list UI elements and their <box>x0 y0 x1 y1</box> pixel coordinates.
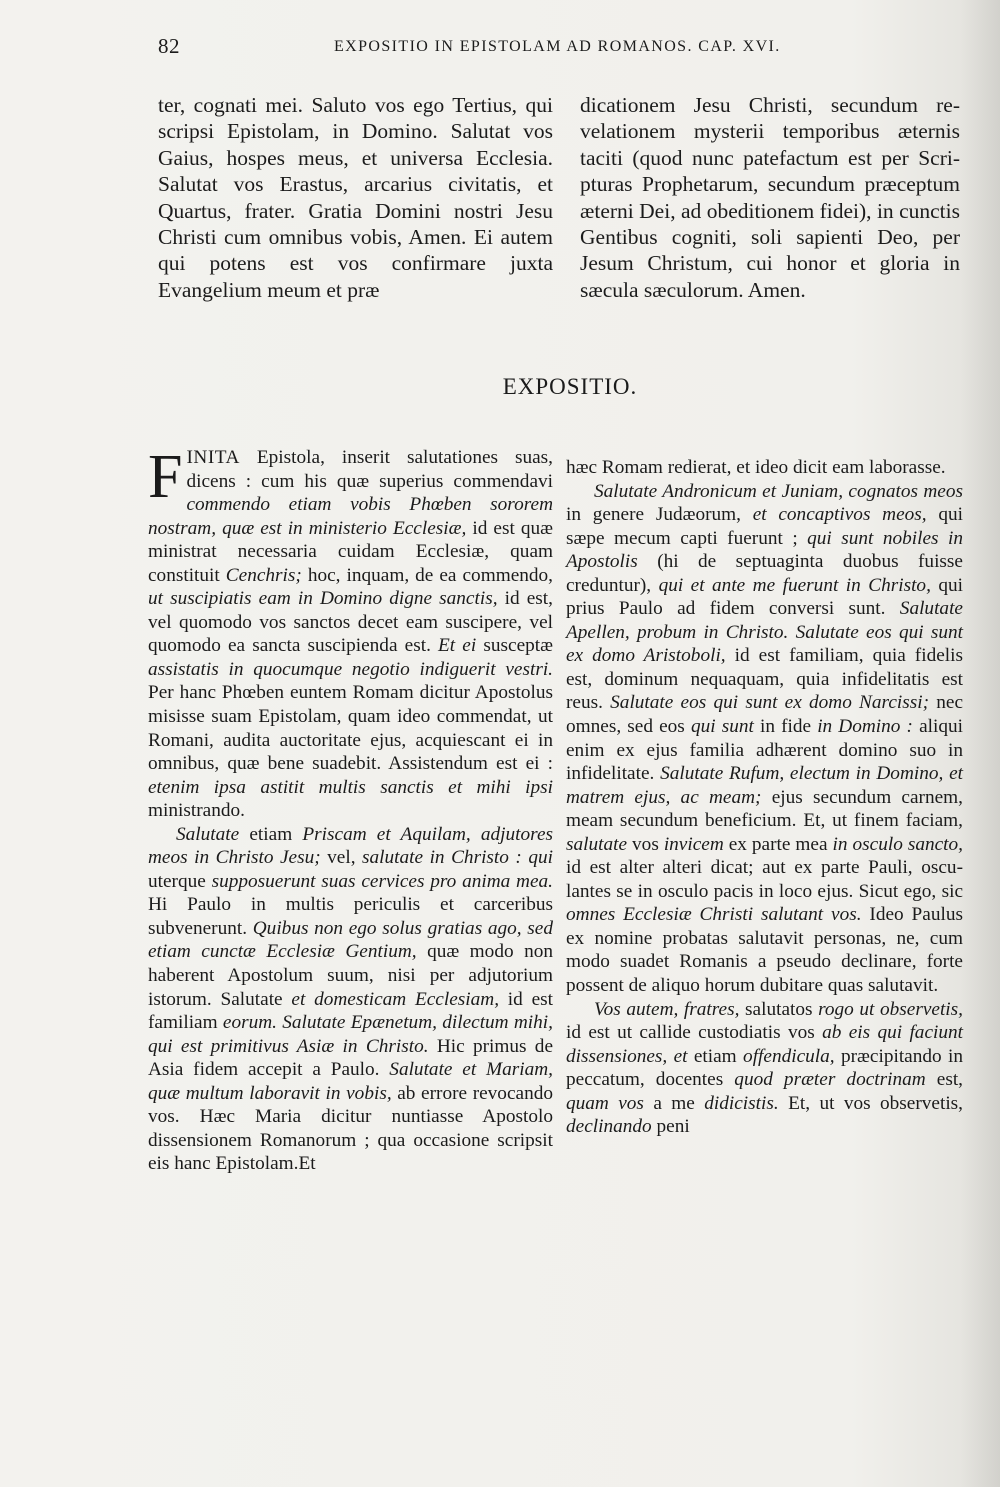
scripture-quote: declinando <box>566 1116 652 1138</box>
commentary-paragraph <box>148 823 553 1176</box>
scripture-quote: offendicula, <box>743 1045 835 1067</box>
scripture-quote: Cenchris; <box>225 564 302 586</box>
text-run: etiam <box>687 1045 744 1067</box>
text-run: præcipitando in peccatum, docentes <box>566 1045 964 1091</box>
text-run: id est quæ ministrat necessaria cuidam Ecclesiæ, quam constituit <box>148 517 553 586</box>
text-run: susceptæ <box>476 635 553 657</box>
scripture-quote: omnes Ecclesiæ Christi salutant vos. <box>566 904 862 926</box>
scripture-quote: eorum. Salutate Epænetum, dilectum mihi, qui est primitivus Asiæ in Christo. <box>148 1012 553 1057</box>
text-run: id est, vel quomodo vos sanctos decet eam suscipere, vel quomodo ea sancta suscipienda est. <box>148 588 553 657</box>
commentary-left-column <box>148 443 554 1176</box>
scripture-quote: quod præter doctrinam <box>734 1069 926 1091</box>
commentary-right-column <box>566 456 963 1139</box>
text-run: Hi Paulo in multis periculis et carceribus subvenerunt. <box>148 894 553 939</box>
text-run: etiam <box>239 823 303 845</box>
text-run: ex parte mea <box>723 833 833 855</box>
scripture-quote: Salutate eos qui sunt ex domo Narcissi; <box>610 692 930 714</box>
scripture-quote: Salutate Rufum, electum in Domino, et matrem ejus, ac meam; <box>566 763 963 808</box>
text-run: uterque <box>148 870 212 892</box>
scripture-quote: et domesticam Ecclesiam, <box>291 988 500 1010</box>
section-heading: EXPOSITIO. <box>502 374 638 399</box>
scripture-text-left <box>158 92 553 303</box>
text-run: in genere Judæorum, <box>566 504 753 526</box>
scripture-quote: invicem <box>663 833 724 855</box>
text-run: hoc, inquam, de ea commendo, <box>301 564 553 586</box>
text-run: salutatos <box>739 998 819 1020</box>
text-run: ministrando. <box>148 800 245 822</box>
text-run: vos <box>627 833 664 855</box>
text-run: aliqui enim ex ejus familia adhærent domino suo in infidelitate. <box>566 716 964 785</box>
scripture-quote: ab eis qui faciunt dissensiones, et <box>566 1022 963 1067</box>
scripture-quote: assistatis in quocumque negotio indiguerit vestri. <box>148 658 553 680</box>
scripture-quote: qui sunt nobiles in Apostolis <box>566 527 964 573</box>
scripture-quote: Salutate et Mariam, quæ multum laboravit in vobis, <box>148 1059 553 1104</box>
scripture-quote: Et ei <box>438 635 477 657</box>
commentary-paragraph: hæc Romam redierat, et ideo dicit eam laborasse. <box>566 457 946 478</box>
scripture-quote: quam vos <box>566 1092 644 1114</box>
scripture-text-right <box>580 92 960 303</box>
scripture-paragraph-right: dicationem Jesu Christi, secundum revelationem mysterii temporibus æternis taciti (quod nunc patefactum est per Scripturas Prophetarum, secundum præceptum æterni Dei, ad obeditionem fidei), in cunctis Gentibus cogniti, soli sapienti Deo, per Jesum Christum, cui honor et gloria in sæcula sæculorum. Amen. <box>580 93 960 302</box>
text-run: a me <box>643 1092 705 1114</box>
scripture-quote: in osculo sancto, <box>832 833 963 855</box>
text-run: id est ut callide custodiatis vos <box>566 1022 823 1044</box>
opening-small-caps: INITA <box>186 447 240 468</box>
text-run: (hi de septuaginta duobus fuisse creduntur), <box>566 551 963 596</box>
text-run: id est familiam, quia fidelis est, dominum nequaquam, quia infidelitatis est reus. <box>566 645 963 714</box>
text-run: qui prius Paulo ad fidem conversi sunt. <box>566 574 963 620</box>
text-run: Et, ut vos observetis, <box>778 1092 964 1114</box>
text-run: qui sæpe mecum capti fuerunt ; <box>566 504 963 549</box>
scripture-quote: didicistis. <box>704 1092 779 1114</box>
scripture-quote: salutate in Christo : qui <box>362 847 553 869</box>
scripture-quote: etenim ipsa astitit multis sanctis et mihi ipsi <box>148 776 553 798</box>
scripture-quote: ut suscipiatis eam in Domino digne sanctis, <box>148 588 498 610</box>
text-run: Ideo Paulus ex nomine probatas salutavit personas, ne, cum modo suadet Romanis a pseudo declinare, forte possent de aliquo horum dubitare quas salutavit. <box>566 904 963 997</box>
text-run: est, <box>925 1069 963 1091</box>
commentary-paragraph <box>566 480 963 998</box>
scripture-quote: Salutate Apellen, probum in Christo. Salutate eos qui sunt ex domo Aristoboli, <box>566 598 963 667</box>
scripture-quote: Priscam et Aquilam, adjutores meos in Christo Jesu; <box>148 823 554 869</box>
text-run: ab errore revocando vos. Hæc Maria dicitur nuntiasse Apostolo dissensionem Romanorum ; qua occasione scripsit eis hanc Epistolam.Et <box>148 1082 553 1175</box>
text-run: Epistola, inserit salutationes suas, dicens : cum his quæ superius commendavi <box>186 447 553 492</box>
running-head: EXPOSITIO IN EPISTOLAM AD ROMANOS. CAP. XVI. <box>334 38 781 55</box>
text-run: ejus secundum carnem, meam secundum beneficium. Et, ut finem faciam, <box>566 786 963 832</box>
scripture-quote: qui et ante me fuerunt in Christo, <box>658 574 931 596</box>
scripture-paragraph-left: ter, cognati mei. Saluto vos ego Tertius, qui scripsi Epistolam, in Domino. Salutat vos Gaius, hospes meus, et universa Ecclesia. Salutat vos Erastus, arcarius civitatis, et Quartus, frater. Gratia Domini nostri Jesu Christi cum omnibus vobis, Amen. Ei autem qui potens est vos confirmare juxta Evangelium meum et præ <box>158 93 553 302</box>
scripture-quote: Vos autem, fratres, <box>594 998 740 1020</box>
scripture-quote: Quibus non ego solus gratias ago, sed etiam cunctæ Ecclesiæ Gentium, <box>148 917 554 963</box>
text-run: vel, <box>320 847 363 869</box>
text-run: in fide <box>753 716 818 738</box>
text-run: Per hanc Phœben euntem Romam dicitur Apostolus misisse suam Epistolam, quam ideo commendat, ut Romani, audita auctoritate ejus, acquiescant ei in omnibus, quæ bene suadebit. Assistendum est ei : <box>148 682 553 775</box>
scripture-quote: et concaptivos meos, <box>752 504 927 526</box>
page-number: 82 <box>158 34 180 58</box>
text-run: nec omnes, sed eos <box>566 692 964 738</box>
drop-cap: F <box>148 443 183 511</box>
text-run: quæ modo non haberent Apostolum suum, nisi per adjutorium istorum. Salutate <box>148 941 553 1010</box>
scripture-quote: rogo ut observetis, <box>818 998 963 1020</box>
commentary-paragraph <box>148 443 553 823</box>
text-run: id est alter alteri dicat; aut ex parte Pauli, osculantes se in osculo pacis in loco ejus. Sicut ego, sic <box>566 857 963 902</box>
scripture-quote: supposuerunt suas cervices pro anima mea. <box>211 870 554 892</box>
page-header <box>158 34 978 62</box>
text-run: peni <box>651 1116 690 1138</box>
scripture-quote: qui sunt <box>690 716 754 738</box>
text-run: id est familiam <box>148 988 553 1034</box>
scripture-quote: Salutate Andronicum et Juniam, cognatos meos <box>594 480 963 502</box>
scripture-quote: commendo etiam vobis Phœben sororem nostram, quæ est in ministerio Ecclesiæ, <box>148 494 553 539</box>
scripture-quote: Salutate <box>176 823 240 845</box>
scripture-quote: salutate <box>566 833 628 855</box>
text-run: Hic primus de Asia fidem accepit a Paulo. <box>148 1035 553 1081</box>
scripture-quote: in Domino : <box>817 716 913 738</box>
commentary-paragraph <box>566 998 963 1139</box>
